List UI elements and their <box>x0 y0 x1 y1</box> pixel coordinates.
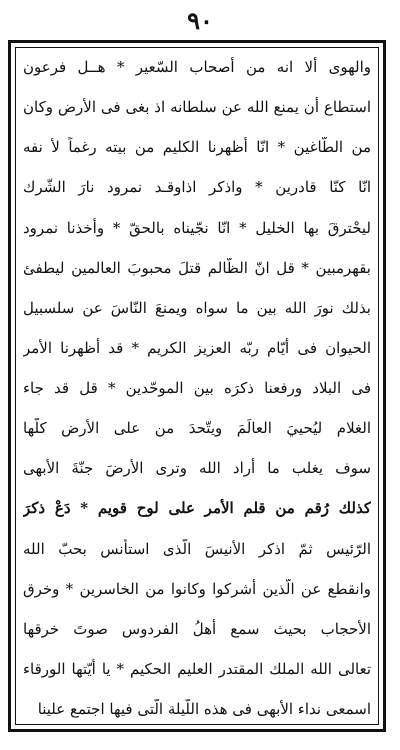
page-border <box>8 40 386 732</box>
text-line: الأحجاب بحيث سمع أهلُ الفردوس صوتَ خرقها <box>23 619 371 638</box>
text-line: استطاع أن يمنع الله عن سلطانه اذ بغى فى الأرض وكان <box>23 98 371 117</box>
text-line: فى البلاد ورفعنا ذكرَه بين الموحّدين * قل قد جاء <box>23 379 371 397</box>
text-line: ليحْترقَ بها الخليل * انّا نجّيناه بالحقّ * وأخذنا نمرود <box>23 218 371 237</box>
text-line: كذلك رُقم من قلم الأمر على لوح قويم * دَعْ ذكرَ <box>23 499 371 518</box>
text-line: الغلام ليُحييَ العالَمَ ويتّحدَ من على الأرض كلّها <box>23 419 371 438</box>
text-line: بذلك نورَ الله بين ما سواه ويمنعَ النّاسَ عن سلسبيل <box>23 298 371 317</box>
text-line: بقهرمبين * قل انّ الظّالم قتلَ محبوبَ العالمين ليطفئ <box>23 258 371 277</box>
text-line: وانقطع عن الّذين أشركوا وكانوا من الخاسرين * وخرق <box>23 579 371 598</box>
text-line: تعالى الله الملك المقتدر العليم الحكيم * يا أيّتها الورقاء <box>23 659 371 678</box>
text-line: اسمعى نداء الأبهى فى هذه اللّيلة الّتى فيها اجتمع علينا <box>37 700 371 718</box>
text-line: الرّئيس ثمّ اذكر الأنيسَ الّذى استأنس بحبّ الله <box>23 539 371 558</box>
text-line: الحيوان فى أيّام ربّه العزيز الكريم * قد أظهرنا الأمر <box>23 338 371 357</box>
text-line: انّا كنّا قادرين * واذكر اذاوقـد نمرود نارَ الشّرك <box>23 178 371 197</box>
text-line: سوف يغلب ما أراد الله وترى الأرضَ جنّةَ الأبهى <box>23 459 371 478</box>
page-number: ٩٠ <box>187 6 213 35</box>
text-line: والهوى ألا انه من أصحاب السّعير * هــل فرعون <box>23 58 371 76</box>
text-block <box>23 57 371 719</box>
text-line: من الطّاغين * انّا أظهرنا الكليم من بيته رغماً لأ نفه <box>23 138 371 157</box>
